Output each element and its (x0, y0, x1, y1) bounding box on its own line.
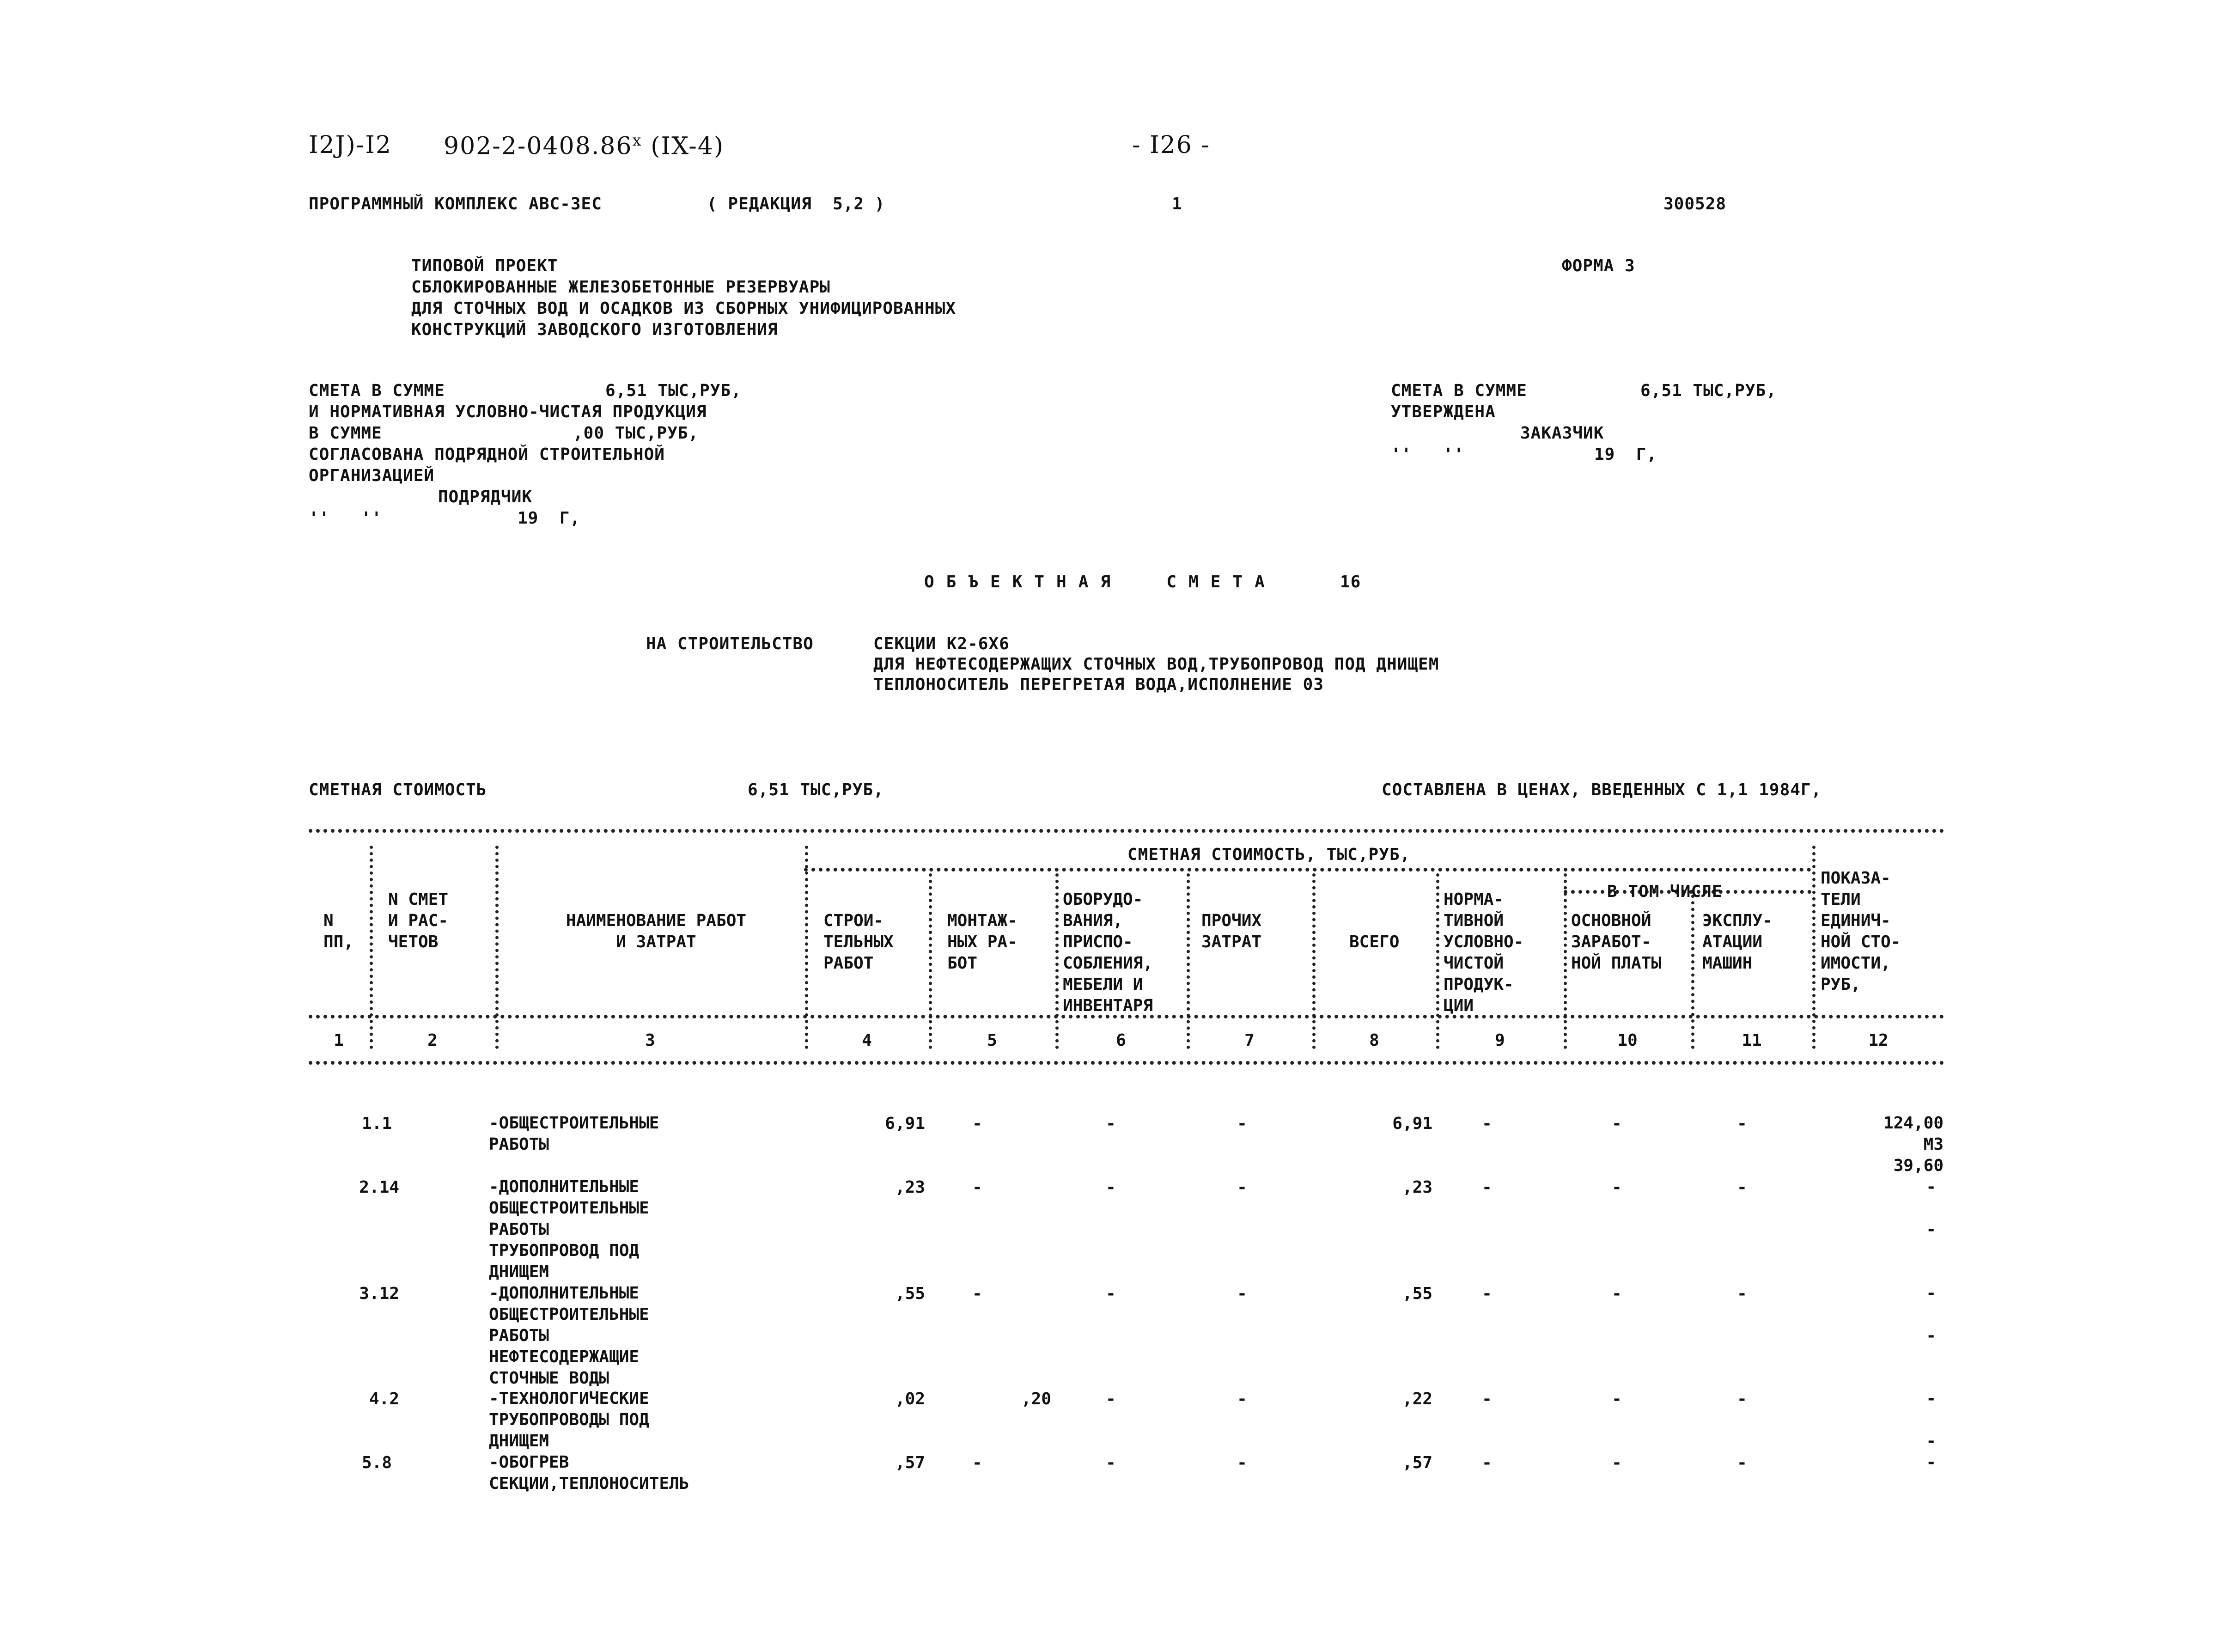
row-unit-cost: - (1926, 1453, 1936, 1472)
row-other: - (1237, 1284, 1247, 1303)
col-sep-9 (1564, 873, 1567, 1049)
colnum-5: 5 (987, 1031, 997, 1050)
page-number: - I26 - (1132, 131, 1210, 159)
col-sep-11 (1812, 846, 1816, 1049)
right-date-quotes: '' '' (1391, 445, 1464, 464)
header-col-12: ПОКАЗА- ТЕЛИ ЕДИНИЧ- НОЙ СТО- ИМОСТИ, РУБ, (1821, 869, 1901, 994)
colnum-11: 11 (1742, 1031, 1762, 1050)
row-other: - (1237, 1453, 1247, 1472)
prices-note: СОСТАВЛЕНА В ЦЕНАХ, ВВЕДЕННЫХ С 1,1 1984Г, (1382, 780, 1822, 799)
project-line-4: КОНСТРУКЦИЙ ЗАВОДСКОГО ИЗГОТОВЛЕНИЯ (411, 320, 778, 339)
left-contractor: ПОДРЯДЧИК (438, 488, 533, 506)
row-installation: - (972, 1284, 982, 1303)
row-ref: 4.2 (369, 1390, 399, 1408)
left-sum2-label: В СУММЕ (309, 424, 382, 443)
row-name: -ОБЩЕСТРОИТЕЛЬНЫЕ РАБОТЫ (489, 1114, 659, 1154)
header-col-5: МОНТАЖ- НЫХ РА- БОТ (947, 911, 1017, 973)
col-sep-3 (805, 846, 808, 1049)
row-other: - (1237, 1178, 1247, 1197)
estimate-number: 16 (1340, 573, 1361, 591)
row-wages: - (1612, 1453, 1622, 1472)
program-code: 300528 (1663, 195, 1727, 213)
sheet-number: 1 (1172, 195, 1182, 213)
colnum-1: 1 (334, 1031, 344, 1050)
header-col-10: ОСНОВНОЙ ЗАРАБОТ- НОЙ ПЛАТЫ (1571, 911, 1662, 973)
subject-line-3: ТЕПЛОНОСИТЕЛЬ ПЕРЕГРЕТАЯ ВОДА,ИСПОЛНЕНИЕ 03 (873, 675, 1324, 694)
table-top-rule (309, 829, 1944, 833)
header-col-9: НОРМА- ТИВНОЙ УСЛОВНО- ЧИСТОЙ ПРОДУК- ЦИИ (1444, 890, 1524, 1015)
row-construction: ,57 (895, 1453, 925, 1472)
subject-line-2: ДЛЯ НЕФТЕСОДЕРЖАЩИХ СТОЧНЫХ ВОД,ТРУБОПРОВОД ПОД ДНИЩЕМ (873, 655, 1439, 674)
row-ref: 5.8 (361, 1453, 392, 1472)
right-approved: УТВЕРЖДЕНА (1391, 402, 1496, 421)
right-sum-label: СМЕТА В СУММЕ (1391, 381, 1527, 400)
left-date-quotes: '' '' (309, 509, 382, 528)
col-sep-5 (1055, 873, 1059, 1049)
colnum-2: 2 (427, 1031, 438, 1050)
row-name: -ДОПОЛНИТЕЛЬНЫЕ ОБЩЕСТРОИТЕЛЬНЫЕ РАБОТЫ ТРУБОПРОВОД ПОД ДНИЩЕМ (489, 1177, 649, 1281)
row-construction: 6,91 (885, 1114, 925, 1133)
document-code-volume: (IX-4) (651, 132, 725, 160)
header-col-1: N ПП, (323, 911, 354, 951)
colnum-8: 8 (1369, 1031, 1379, 1050)
colnum-6: 6 (1116, 1031, 1126, 1050)
subject-label: НА СТРОИТЕЛЬСТВО (646, 634, 814, 653)
form-label: ФОРМА 3 (1562, 256, 1635, 275)
project-line-2: СБЛОКИРОВАННЫЕ ЖЕЛЕЗОБЕТОННЫЕ РЕЗЕРВУАРЫ (411, 278, 830, 297)
left-line-5: ОРГАНИЗАЦИЕЙ (309, 466, 435, 485)
colnum-4: 4 (862, 1031, 872, 1050)
col-sep-4 (929, 873, 932, 1049)
row-ref: 1.1 (361, 1114, 392, 1133)
col-sep-1 (370, 846, 373, 1049)
row-machines: - (1737, 1178, 1747, 1197)
document-code-main: 902-2-0408.86 (444, 132, 633, 160)
row-installation: - (972, 1114, 982, 1133)
row-machines: - (1737, 1284, 1747, 1303)
row-installation: - (972, 1453, 982, 1472)
row-machines: - (1737, 1390, 1747, 1408)
row-unit-cost: - - (1926, 1284, 1936, 1345)
row-normative: - (1482, 1390, 1492, 1408)
header-col-6: ОБОРУДО- ВАНИЯ, ПРИСПО- СОБЛЕНИЯ, МЕБЕЛИ И ИНВЕНТАРЯ (1063, 890, 1153, 1015)
colnum-3: 3 (645, 1031, 655, 1050)
row-normative: - (1482, 1284, 1492, 1303)
col-sep-7 (1312, 873, 1316, 1049)
row-unit-cost: 124,00 М3 39,60 (1883, 1114, 1944, 1175)
row-construction: ,55 (895, 1284, 925, 1303)
row-wages: - (1612, 1284, 1622, 1303)
colnum-7: 7 (1244, 1031, 1255, 1050)
right-sum-value: 6,51 ТЫС,РУБ, (1640, 381, 1777, 400)
header-col-2: N СМЕТ И РАС- ЧЕТОВ (388, 890, 449, 951)
row-ref: 3.12 (359, 1284, 399, 1303)
row-unit-cost: - - (1926, 1177, 1936, 1239)
header-col-3: НАИМЕНОВАНИЕ РАБОТ И ЗАТРАТ (566, 911, 747, 951)
row-wages: - (1612, 1390, 1622, 1408)
left-line-4: СОГЛАСОВАНА ПОДРЯДНОЙ СТРОИТЕЛЬНОЙ (309, 445, 665, 464)
cost-value: 6,51 ТЫС,РУБ, (748, 780, 884, 799)
left-sum-label: СМЕТА В СУММЕ (309, 381, 445, 400)
row-other: - (1237, 1114, 1247, 1133)
row-construction: ,23 (895, 1178, 925, 1197)
row-unit-cost: - - (1926, 1389, 1936, 1451)
row-normative: - (1482, 1178, 1492, 1197)
row-normative: - (1482, 1114, 1492, 1133)
colnum-9: 9 (1495, 1031, 1505, 1050)
row-equipment: - (1106, 1453, 1116, 1472)
row-total: ,57 (1402, 1453, 1432, 1472)
row-ref: 2.14 (359, 1178, 399, 1197)
row-installation: - (972, 1178, 982, 1197)
left-sum-value: 6,51 ТЫС,РУБ, (605, 381, 742, 400)
row-machines: - (1737, 1114, 1747, 1133)
row-equipment: - (1106, 1114, 1116, 1133)
row-equipment: - (1106, 1178, 1116, 1197)
row-installation: ,20 (1021, 1390, 1052, 1408)
colnum-12: 12 (1868, 1031, 1889, 1050)
col-sep-2 (495, 846, 499, 1049)
group-header-rule (804, 868, 1811, 872)
header-col-7: ПРОЧИХ ЗАТРАТ (1201, 911, 1262, 951)
col-sep-10 (1691, 895, 1694, 1049)
group-header: СМЕТНАЯ СТОИМОСТЬ, ТЫС,РУБ, (1127, 845, 1411, 864)
project-line-1: ТИПОВОЙ ПРОЕКТ (411, 256, 558, 275)
row-equipment: - (1106, 1284, 1116, 1303)
right-date-year: 19 Г, (1594, 445, 1657, 464)
colnum-10: 10 (1617, 1031, 1638, 1050)
document-code-sup: x (632, 131, 642, 150)
row-total: ,22 (1402, 1390, 1432, 1408)
row-name: -ТЕХНОЛОГИЧЕСКИЕ ТРУБОПРОВОДЫ ПОД ДНИЩЕМ (489, 1389, 649, 1451)
row-name: -ДОПОЛНИТЕЛЬНЫЕ ОБЩЕСТРОИТЕЛЬНЫЕ РАБОТЫ НЕФТЕСОДЕРЖАЩИЕ СТОЧНЫЕ ВОДЫ (489, 1284, 649, 1388)
document-code (444, 131, 724, 160)
program-edition: ( РЕДАКЦИЯ 5,2 ) (707, 195, 885, 213)
header-col-4: СТРОИ- ТЕЛЬНЫХ РАБОТ (823, 911, 894, 973)
subject-line-1: СЕКЦИИ К2-6Х6 (873, 634, 1010, 653)
row-construction: ,02 (895, 1390, 925, 1408)
right-customer: ЗАКАЗЧИК (1520, 424, 1604, 443)
numbers-bottom-rule (309, 1061, 1944, 1065)
row-wages: - (1612, 1114, 1622, 1133)
stamp-left-code: I2J)-I2 (309, 131, 392, 159)
row-equipment: - (1106, 1390, 1116, 1408)
row-machines: - (1737, 1453, 1747, 1472)
document-title: ОБЪЕКТНАЯ СМЕТА (924, 573, 1277, 591)
cost-label: СМЕТНАЯ СТОИМОСТЬ (309, 780, 487, 799)
row-name: -ОБОГРЕВ СЕКЦИИ,ТЕПЛОНОСИТЕЛЬ (489, 1453, 689, 1493)
header-col-11: ЭКСПЛУ- АТАЦИИ МАШИН (1702, 911, 1773, 973)
left-date-year: 19 Г, (518, 509, 581, 528)
col-sep-8 (1436, 873, 1439, 1049)
left-sum2-value: ,00 ТЫС,РУБ, (573, 424, 699, 443)
row-other: - (1237, 1390, 1247, 1408)
row-wages: - (1612, 1178, 1622, 1197)
row-normative: - (1482, 1453, 1492, 1472)
header-col-8: ВСЕГО (1349, 933, 1400, 951)
left-line-2: И НОРМАТИВНАЯ УСЛОВНО-ЧИСТАЯ ПРОДУКЦИЯ (309, 402, 707, 421)
program-name: ПРОГРАММНЫЙ КОМПЛЕКС АВС-3ЕС (309, 195, 602, 213)
row-total: ,55 (1402, 1284, 1432, 1303)
project-line-3: ДЛЯ СТОЧНЫХ ВОД И ОСАДКОВ ИЗ СБОРНЫХ УНИФИЦИРОВАННЫХ (411, 299, 957, 318)
row-total: ,23 (1402, 1178, 1432, 1197)
incl-header: В ТОМ ЧИСЛЕ (1607, 882, 1723, 901)
row-total: 6,91 (1392, 1114, 1432, 1133)
col-sep-6 (1187, 873, 1190, 1049)
